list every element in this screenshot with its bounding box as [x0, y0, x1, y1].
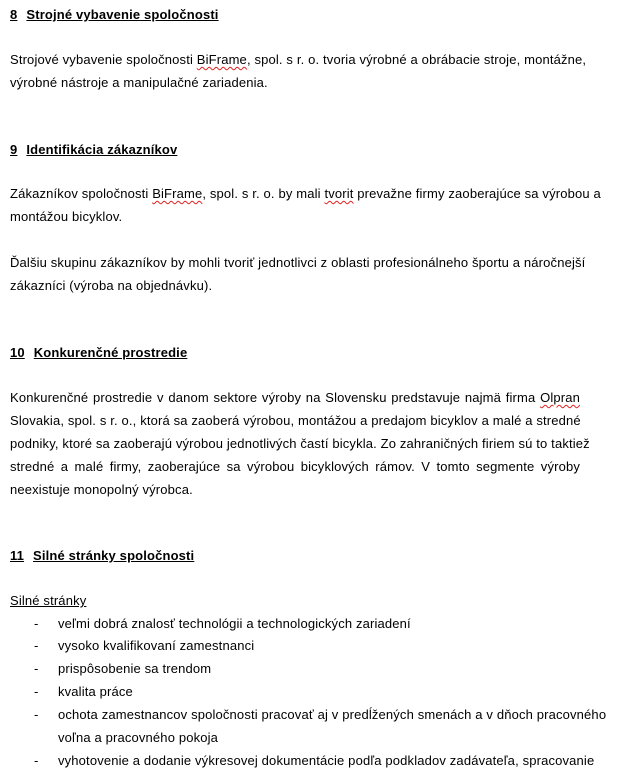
section-9-paragraph-line [10, 186, 601, 202]
section-9-paragraph-line: zákazníci (výroba na objednávku). [10, 278, 213, 293]
section-9-heading [10, 142, 177, 158]
list-item-text: prispôsobenie sa trendom [58, 661, 212, 676]
dash-bullet-icon: - [34, 616, 39, 631]
list-item-text: kvalita práce [58, 684, 133, 699]
section-10-paragraph-line: stredné a malé firmy, zaoberajúce sa výrobou bicyklových rámov. V tomto segmente výroby [10, 459, 580, 474]
section-10-heading [10, 345, 187, 361]
dash-bullet-icon: - [34, 753, 39, 768]
text-run: Strojové vybavenie spoločnosti [10, 52, 197, 67]
strengths-subheading: Silné stránky [10, 593, 87, 608]
list-item-text: vysoko kvalifikovaní zamestnanci [58, 638, 255, 653]
text-run: , spol. s r. o. by mali [202, 186, 325, 201]
section-10-paragraph-line [10, 390, 580, 406]
section-11-heading [10, 548, 194, 564]
section-title: Identifikácia zákazníkov [26, 142, 178, 157]
text-run: Konkurenčné prostredie v danom sektore výroby na Slovensku predstavuje najmä firma [10, 390, 541, 405]
list-item-text: vyhotovenie a dodanie výkresovej dokumentácie podľa podkladov zadávateľa, spracovanie [58, 753, 595, 768]
section-number: 10 [10, 345, 25, 360]
section-title: Konkurenčné prostredie [33, 345, 188, 360]
text-run: , spol. s r. o. tvoria výrobné a obrábacie stroje, montážne, [246, 52, 587, 67]
section-number: 11 [10, 548, 25, 563]
text-run: Zákazníkov spoločnosti [10, 186, 153, 201]
section-10-paragraph-line: neexistuje monopolný výrobca. [10, 482, 193, 497]
dash-bullet-icon: - [34, 684, 39, 699]
list-item-text: ochota zamestnancov spoločnosti pracovať aj v predĺžených smenách a v dňoch pracovného [58, 707, 607, 722]
spellcheck-word[interactable]: tvorit [324, 186, 354, 201]
section-10-paragraph-line: Slovakia, spol. s r. o., ktorá sa zaoberá výrobou, montážou a predajom bicyklov a malé a stredné [10, 413, 581, 428]
section-10-paragraph-line: podniky, ktoré sa zaoberajú výrobou jednotlivých častí bicykla. Zo zahraničných firiem sú to taktiež [10, 436, 590, 451]
section-9-paragraph-line: Ďalšiu skupinu zákazníkov by mohli tvoriť jednotlivci z oblasti profesionálneho športu a náročnejší [10, 255, 586, 270]
spellcheck-word[interactable]: BiFrame [196, 52, 247, 67]
section-title: Strojné vybavenie spoločnosti [26, 7, 219, 22]
section-9-paragraph-line: montážou bicyklov. [10, 209, 123, 224]
list-item-text: voľna a pracovného pokoja [58, 730, 219, 745]
spellcheck-word[interactable]: BiFrame [152, 186, 203, 201]
section-8-paragraph-line [10, 52, 586, 68]
dash-bullet-icon: - [34, 707, 39, 722]
list-item-text: veľmi dobrá znalosť technológii a technologických zariadení [58, 616, 411, 631]
section-8-paragraph-line: výrobné nástroje a manipulačné zariadenia. [10, 75, 268, 90]
dash-bullet-icon: - [34, 661, 39, 676]
section-number: 9 [10, 142, 18, 157]
section-number: 8 [10, 7, 18, 22]
section-8-heading [10, 7, 219, 23]
spellcheck-word[interactable]: Olpran [540, 390, 580, 405]
text-run: prevažne firmy zaoberajúce sa výrobou a [353, 186, 601, 201]
dash-bullet-icon: - [34, 638, 39, 653]
section-title: Silné stránky spoločnosti [33, 548, 195, 563]
